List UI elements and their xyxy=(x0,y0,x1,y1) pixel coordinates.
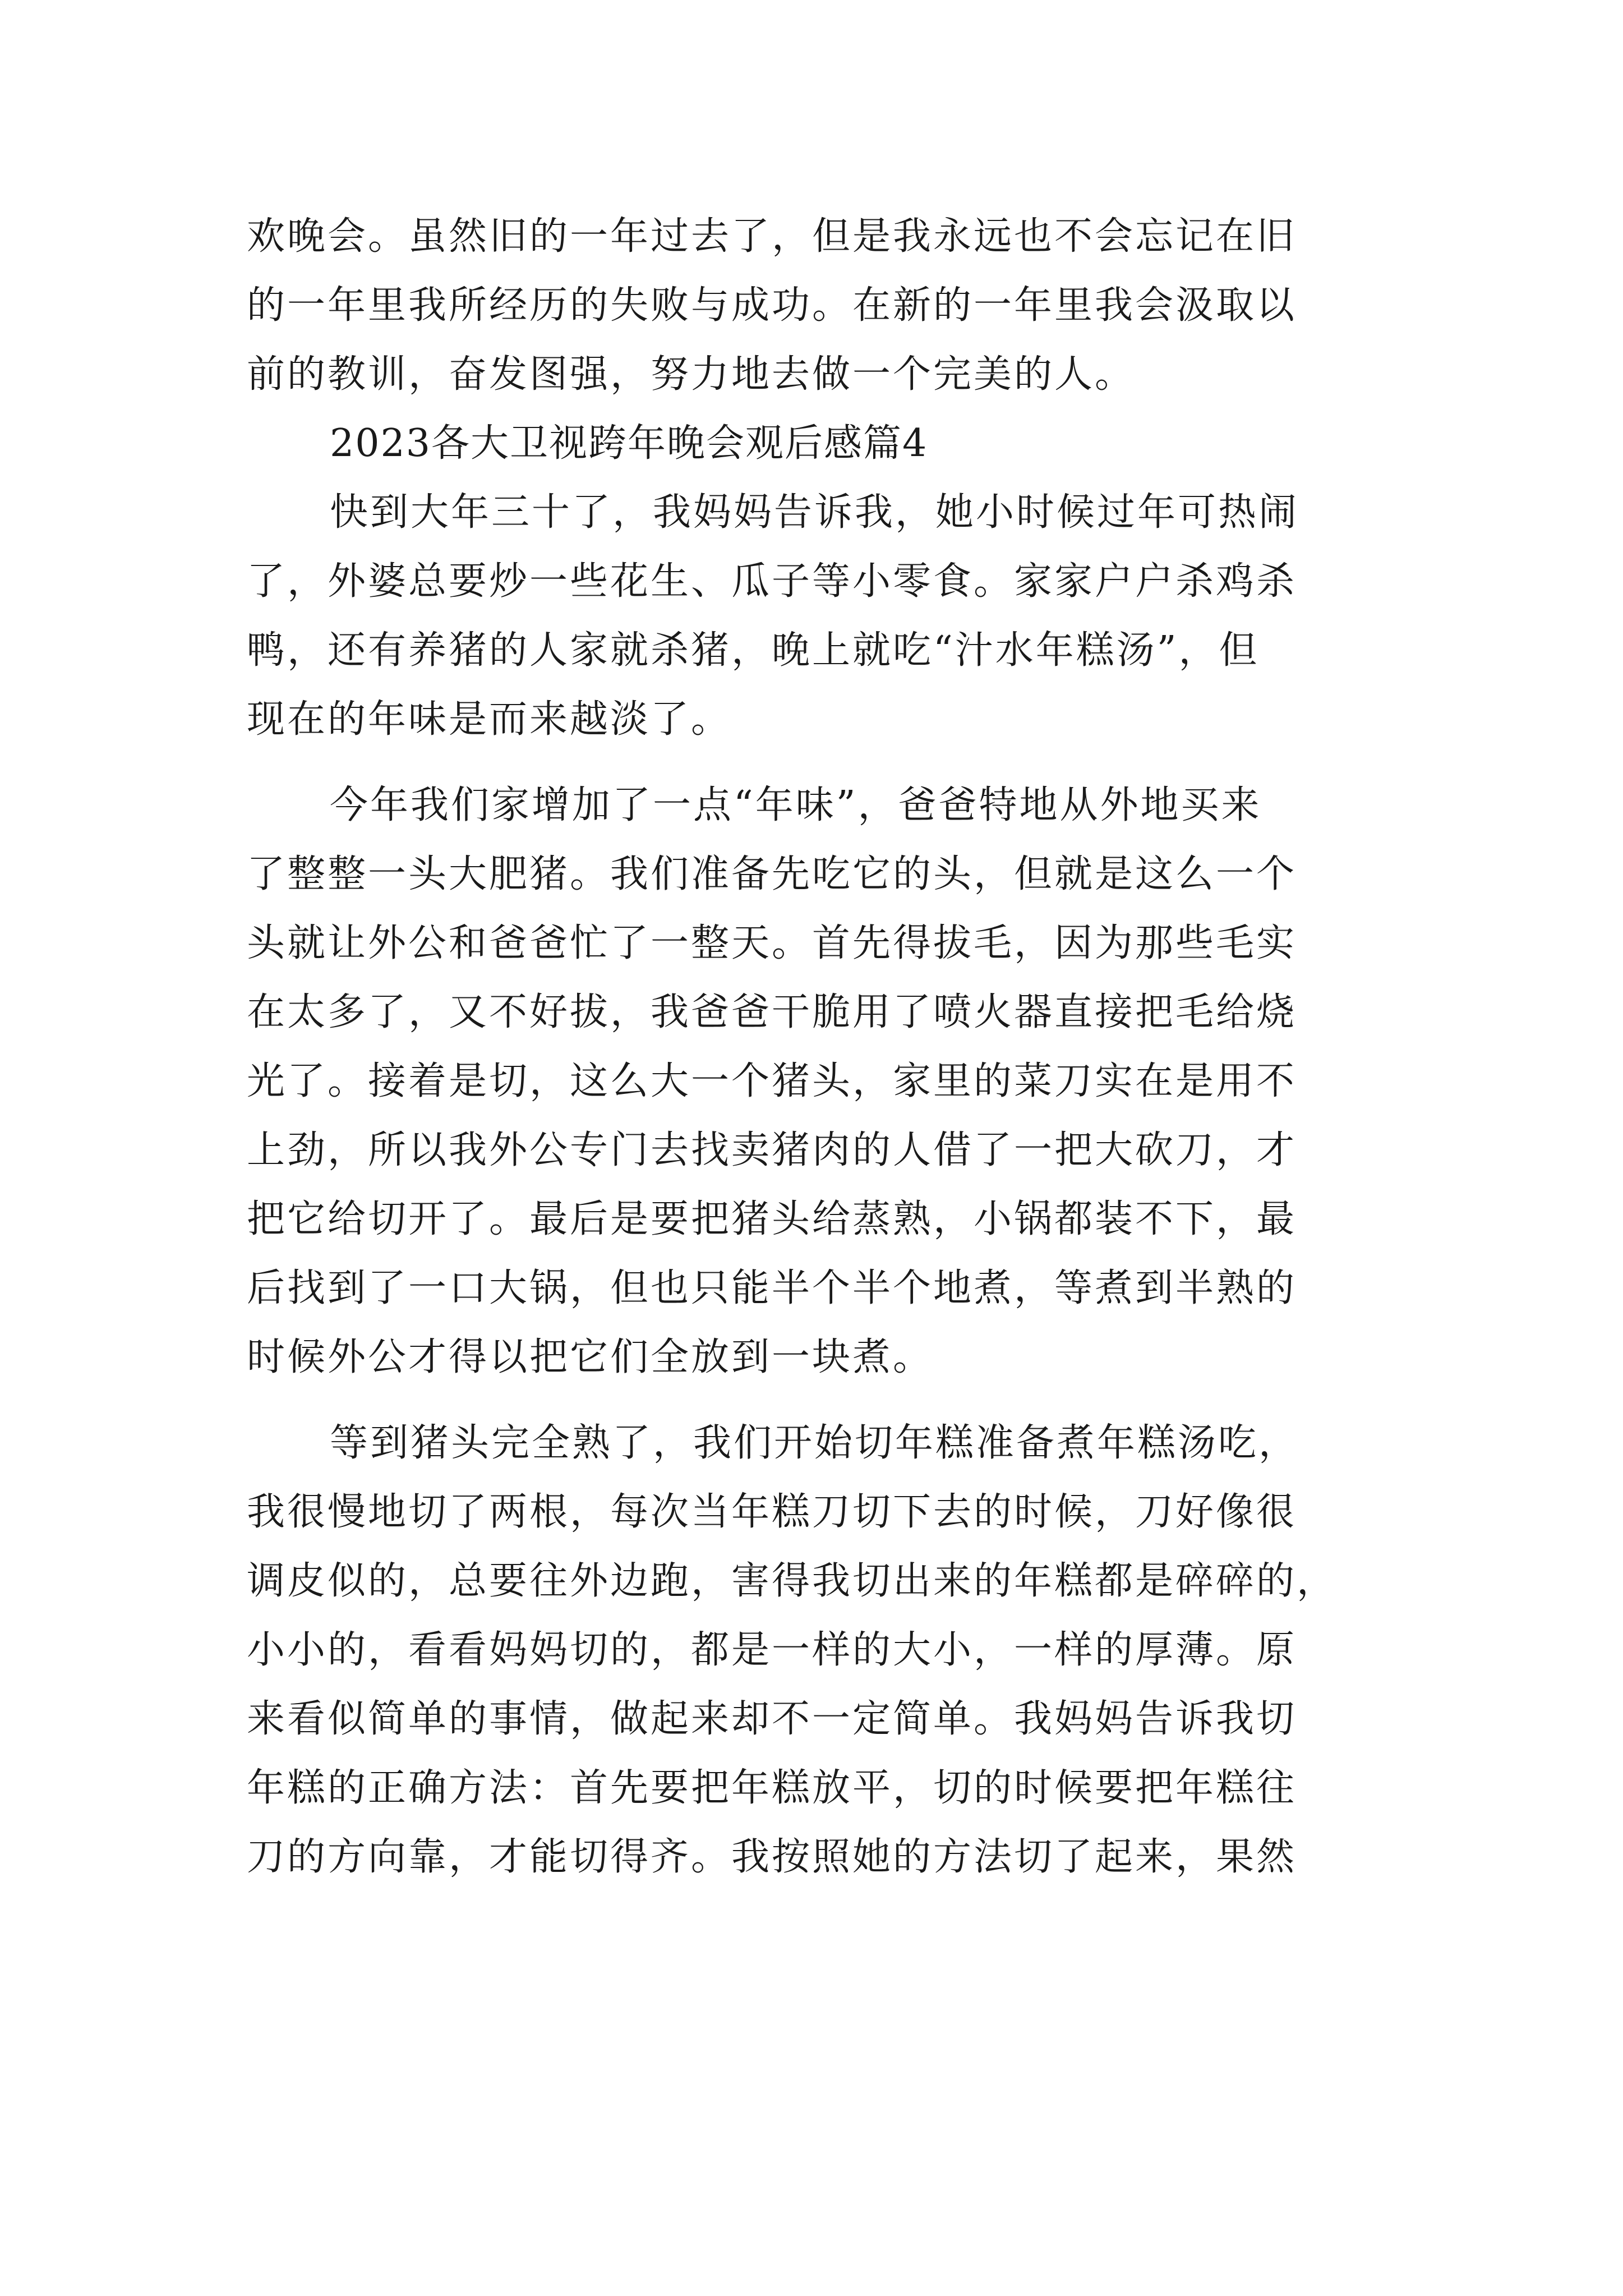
text-line: 鸭，还有养猪的人家就杀猪，晚上就吃“汁水年糕汤”，但 xyxy=(247,628,1260,673)
paragraph-spacer xyxy=(247,1392,1391,1409)
paragraph-spacer xyxy=(247,754,1391,771)
text-line: 调皮似的，总要往外边跑，害得我切出来的年糕都是碎碎的， xyxy=(247,1559,1338,1603)
text-line: 小小的，看看妈妈切的，都是一样的大小，一样的厚薄。原 xyxy=(247,1628,1297,1672)
text-line: 现在的年味是而来越淡了。 xyxy=(247,697,732,742)
text-line: 前的教训，奋发图强，努力地去做一个完美的人。 xyxy=(247,352,1136,397)
text-line: 快到大年三十了，我妈妈告诉我，她小时候过年可热闹 xyxy=(330,490,1299,535)
text-line: 刀的方向靠，才能切得齐。我按照她的方法切了起来，果然 xyxy=(247,1835,1297,1879)
text-line: 了，外婆总要炒一些花生、瓜子等小零食。家家户户杀鸡杀 xyxy=(247,559,1297,604)
text-line: 等到猪头完全熟了，我们开始切年糕准备煮年糕汤吃， xyxy=(330,1421,1299,1465)
text-line: 头就让外公和爸爸忙了一整天。首先得拔毛，因为那些毛实 xyxy=(247,921,1297,965)
paragraph-2 xyxy=(247,478,1391,754)
text-line: 光了。接着是切，这么大一个猪头，家里的菜刀实在是用不 xyxy=(247,1059,1297,1103)
text-line: 时候外公才得以把它们全放到一块煮。 xyxy=(247,1335,934,1379)
paragraph-1 xyxy=(247,202,1391,409)
document-body xyxy=(247,202,1391,1892)
paragraph-4 xyxy=(247,1409,1391,1892)
text-line: 把它给切开了。最后是要把猪头给蒸熟，小锅都装不下，最 xyxy=(247,1197,1297,1241)
text-line: 在太多了，又不好拔，我爸爸干脆用了喷火器直接把毛给烧 xyxy=(247,990,1297,1034)
text-line: 了整整一头大肥猪。我们准备先吃它的头，但就是这么一个 xyxy=(247,852,1297,896)
text-line: 上劲，所以我外公专门去找卖猪肉的人借了一把大砍刀，才 xyxy=(247,1128,1297,1172)
paragraph-3 xyxy=(247,771,1391,1392)
text-line: 后找到了一口大锅，但也只能半个半个地煮，等煮到半熟的 xyxy=(247,1266,1297,1310)
section-heading: 2023各大卫视跨年晚会观后感篇4 xyxy=(330,421,928,466)
text-line: 我很慢地切了两根，每次当年糕刀切下去的时候，刀好像很 xyxy=(247,1490,1297,1534)
text-line: 今年我们家增加了一点“年味”，爸爸特地从外地买来 xyxy=(330,783,1262,827)
text-line: 欢晚会。虽然旧的一年过去了，但是我永远也不会忘记在旧 xyxy=(247,214,1297,259)
text-line: 年糕的正确方法：首先要把年糕放平，切的时候要把年糕往 xyxy=(247,1766,1297,1810)
text-line: 来看似简单的事情，做起来却不一定简单。我妈妈告诉我切 xyxy=(247,1697,1297,1741)
text-line: 的一年里我所经历的失败与成功。在新的一年里我会汲取以 xyxy=(247,283,1297,328)
